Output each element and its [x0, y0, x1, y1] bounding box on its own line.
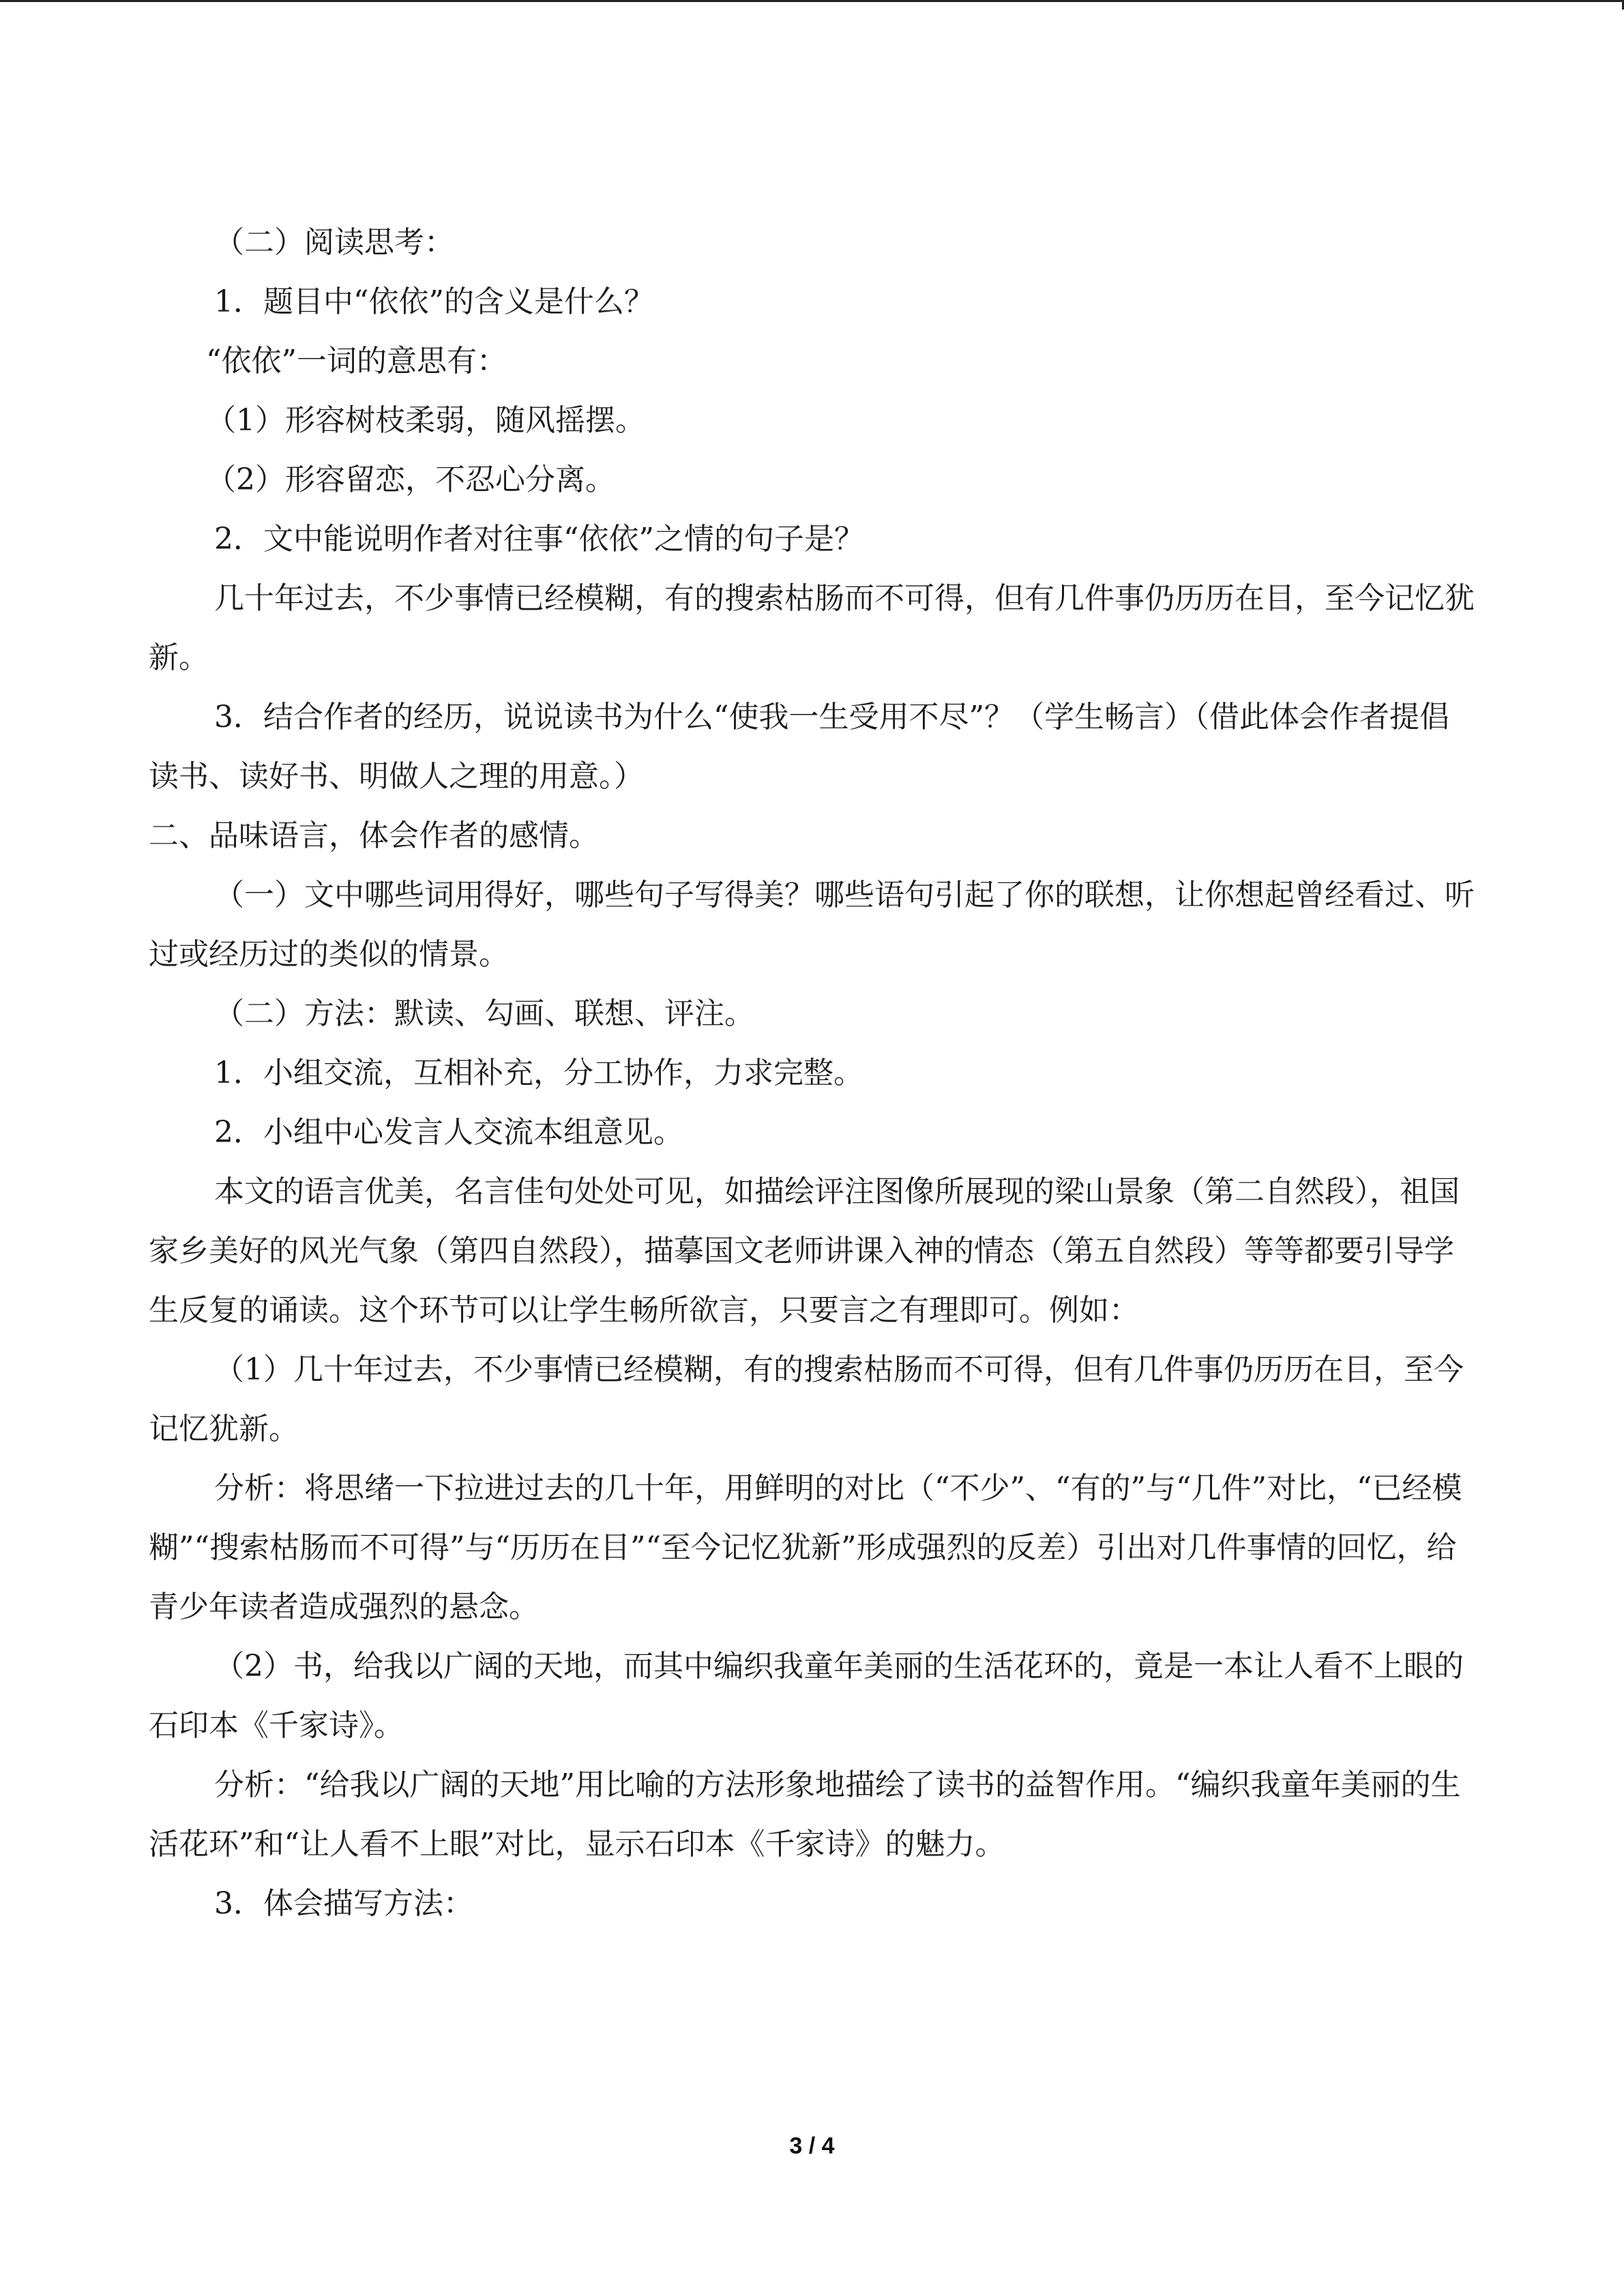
- answer-intro: “依依”一词的意思有：: [206, 344, 507, 378]
- page-number: 3 / 4: [789, 2133, 835, 2159]
- language-summary: 本文的语言优美，名言佳句处处可见，如描绘评注图像所展现的梁山景象（第二自然段），祖国家乡美好的风光气象（第四自然段），描摹国文老师讲课入神的情态（第五自然段）等等都要引导学生反复的诵读。这个环节可以让学生畅所欲言，只要言之有理即可。例如：: [149, 1174, 1460, 1328]
- subsection-words: （一）文中哪些词用得好，哪些句子写得美？哪些语句引起了你的联想，让你想起曾经看过、听过或经历过的类似的情景。: [149, 878, 1475, 972]
- analysis-1: 分析：将思绪一下拉进过去的几十年，用鲜明的对比（“不少”、“有的”与“几件”对比，“已经模糊”“搜索枯肠而不可得”与“历历在目”“至今记忆犹新”形成强烈的反差）引出对几件事情的回忆，给青少年读者造成强烈的悬念。: [149, 1471, 1462, 1624]
- example-1: （1）几十年过去，不少事情已经模糊，有的搜索枯肠而不可得，但有几件事仍历历在目，至今记忆犹新。: [149, 1352, 1464, 1446]
- example-2: （2）书，给我以广阔的天地，而其中编织我童年美丽的生活花环的，竟是一本让人看不上眼的石印本《千家诗》。: [149, 1649, 1464, 1743]
- question-1: 1．题目中“依依”的含义是什么？: [214, 284, 654, 319]
- section-heading-reading: （二）阅读思考：: [214, 225, 454, 260]
- analysis-2: 分析：“给我以广阔的天地”用比喻的方法形象地描绘了读书的益智作用。“编织我童年美丽的生活花环”和“让人看不上眼”对比，显示石印本《千家诗》的魅力。: [149, 1768, 1461, 1862]
- section-heading-language: 二、品味语言，体会作者的感情。: [149, 818, 599, 853]
- answer-quote: 几十年过去，不少事情已经模糊，有的搜索枯肠而不可得，但有几件事仍历历在目，至今记忆犹新。: [149, 581, 1475, 675]
- answer-item-1: （1）形容树枝柔弱，随风摇摆。: [206, 403, 645, 438]
- method-step-2: 2．小组中心发言人交流本组意见。: [214, 1115, 683, 1150]
- question-3: 3．结合作者的经历，说说读书为什么“使我一生受用不尽”？（学生畅言）（借此体会作者提倡读书、读好书、明做人之理的用意。）: [149, 700, 1449, 794]
- method-step-1: 1．小组交流，互相补充，分工协作，力求完整。: [214, 1056, 863, 1090]
- method-step-3: 3．体会描写方法：: [214, 1886, 473, 1921]
- page-top-border: [0, 0, 1624, 2]
- question-2: 2．文中能说明作者对往事“依依”之情的句子是？: [214, 522, 864, 556]
- document-body: [149, 213, 1475, 1933]
- subsection-method: （二）方法：默读、勾画、联想、评注。: [214, 996, 754, 1031]
- answer-item-2: （2）形容留恋，不忍心分离。: [206, 462, 615, 497]
